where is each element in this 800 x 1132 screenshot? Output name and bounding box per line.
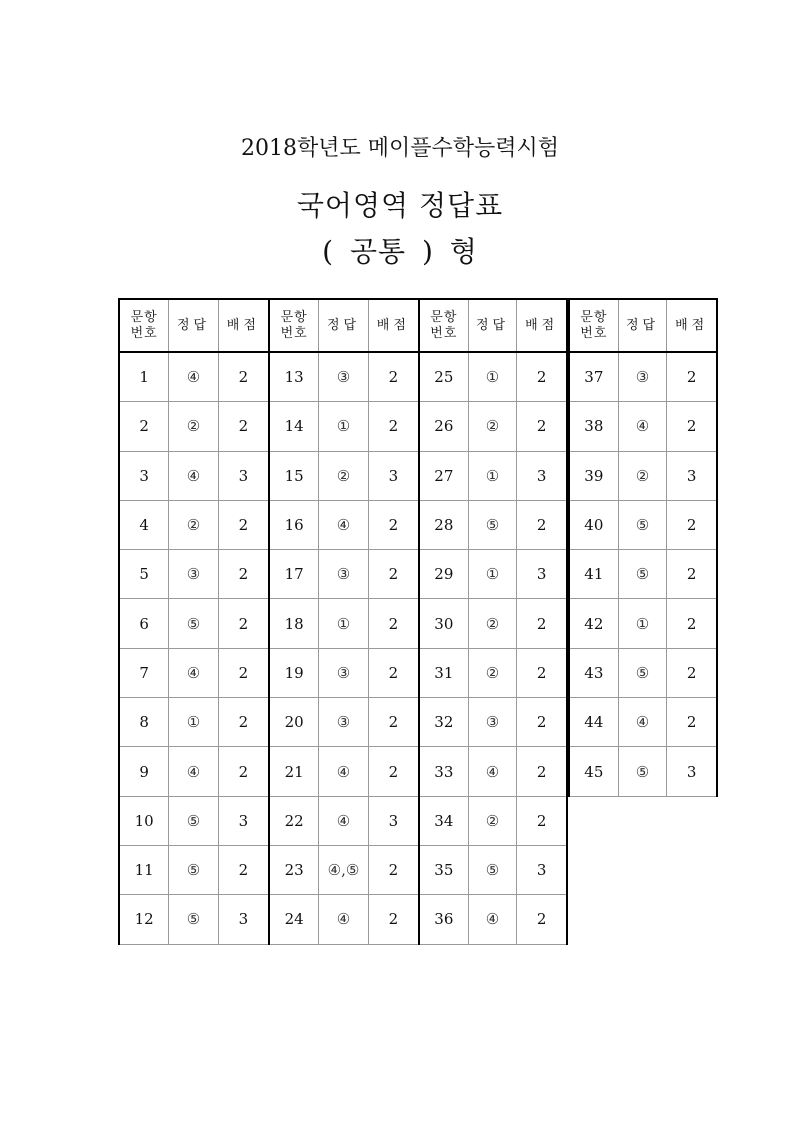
table-row: [270, 846, 418, 895]
score-cell: 2: [388, 368, 399, 387]
answer-cell: ④,⑤: [319, 846, 368, 894]
answer-cell: ②: [469, 649, 518, 697]
table-row: [270, 501, 418, 550]
header-number-cell: [120, 300, 169, 351]
score-cell: 2: [238, 663, 249, 682]
score-cell: 3: [388, 466, 399, 485]
answer-cell: ④: [469, 747, 518, 795]
header-number-line2: 번호: [580, 325, 608, 341]
answer-cell: ⑤: [169, 599, 218, 647]
answer-cell: ②: [469, 599, 518, 647]
answer-cell: ④: [619, 402, 668, 450]
header-score-cell: 배점: [376, 317, 410, 333]
table-row: [270, 797, 418, 846]
question-number-cell: 9: [120, 747, 169, 795]
table-row: [120, 797, 268, 846]
answer-cell: ②: [169, 402, 218, 450]
answer-cell: ④: [169, 353, 218, 401]
answer-cell: ②: [469, 402, 518, 450]
answer-cell: ④: [319, 747, 368, 795]
question-number-cell: 4: [120, 501, 169, 549]
score-cell: 3: [238, 910, 249, 929]
table-row: [420, 747, 566, 796]
header-answer-cell: 정답: [169, 300, 218, 351]
question-number-cell: 2: [120, 402, 169, 450]
score-cell: 2: [536, 516, 547, 535]
question-number-cell: 8: [120, 698, 169, 746]
table-row: [120, 550, 268, 599]
table-row: [570, 550, 716, 599]
table-row: [120, 402, 268, 451]
table-row: [420, 797, 566, 846]
answer-cell: ③: [469, 698, 518, 746]
answer-cell: ③: [319, 649, 368, 697]
form-type-title: ( 공통 ) 형: [322, 235, 478, 268]
answer-block-1: [118, 298, 268, 945]
score-cell: 3: [686, 762, 697, 781]
score-cell: 2: [388, 565, 399, 584]
question-number-cell: 25: [420, 353, 469, 401]
answer-cell: ④: [469, 895, 518, 943]
score-cell: 2: [686, 417, 697, 436]
score-cell: 2: [388, 516, 399, 535]
question-number-cell: 13: [270, 353, 319, 401]
table-row: [120, 353, 268, 402]
question-number-cell: 24: [270, 895, 319, 943]
question-number-cell: 45: [570, 747, 619, 795]
question-number-cell: 21: [270, 747, 319, 795]
table-row: [120, 698, 268, 747]
score-cell: 2: [388, 762, 399, 781]
score-cell: 2: [388, 663, 399, 682]
score-cell: 2: [686, 516, 697, 535]
score-cell: 2: [536, 368, 547, 387]
answer-cell: ⑤: [619, 649, 668, 697]
score-cell: 2: [536, 713, 547, 732]
table-row: [420, 649, 566, 698]
question-number-cell: 20: [270, 698, 319, 746]
question-number-cell: 42: [570, 599, 619, 647]
header-row: [570, 298, 716, 353]
table-row: [270, 550, 418, 599]
score-cell: 2: [388, 910, 399, 929]
question-number-cell: 29: [420, 550, 469, 598]
header-answer-cell: 정답: [469, 300, 518, 351]
score-cell: 2: [388, 861, 399, 880]
table-row: [570, 747, 716, 796]
question-number-cell: 33: [420, 747, 469, 795]
exam-title: 2018학년도 메이플수학능력시험: [240, 136, 559, 161]
table-row: [570, 698, 716, 747]
answer-cell: ④: [169, 747, 218, 795]
header-answer-cell: 정답: [319, 300, 368, 351]
score-cell: 2: [686, 565, 697, 584]
question-number-cell: 5: [120, 550, 169, 598]
answer-cell: ①: [619, 599, 668, 647]
answer-cell: ⑤: [169, 846, 218, 894]
answer-cell: ①: [319, 599, 368, 647]
answer-block-3: [418, 298, 568, 945]
header-row: [270, 298, 418, 353]
score-cell: 2: [238, 762, 249, 781]
score-cell: 2: [238, 417, 249, 436]
answer-cell: ⑤: [619, 550, 668, 598]
question-number-cell: 38: [570, 402, 619, 450]
answer-cell: ①: [469, 550, 518, 598]
header-number-line1: 문항: [430, 309, 458, 325]
question-number-cell: 44: [570, 698, 619, 746]
answer-cell: ②: [469, 797, 518, 845]
table-row: [420, 402, 566, 451]
score-cell: 3: [388, 811, 399, 830]
question-number-cell: 26: [420, 402, 469, 450]
table-row: [270, 747, 418, 796]
table-row: [270, 895, 418, 944]
header-number-line1: 문항: [130, 309, 158, 325]
table-row: [120, 846, 268, 895]
question-number-cell: 30: [420, 599, 469, 647]
score-cell: 2: [388, 713, 399, 732]
answer-block-4: [568, 298, 718, 797]
question-number-cell: 17: [270, 550, 319, 598]
table-row: [120, 895, 268, 944]
score-cell: 3: [536, 565, 547, 584]
score-cell: 2: [238, 516, 249, 535]
question-number-cell: 43: [570, 649, 619, 697]
answer-cell: ④: [319, 895, 368, 943]
score-cell: 2: [238, 861, 249, 880]
question-number-cell: 37: [570, 353, 619, 401]
answer-cell: ①: [169, 698, 218, 746]
answer-cell: ③: [319, 698, 368, 746]
answer-cell: ①: [319, 402, 368, 450]
table-row: [270, 452, 418, 501]
answer-cell: ②: [319, 452, 368, 500]
table-row: [570, 402, 716, 451]
question-number-cell: 18: [270, 599, 319, 647]
score-cell: 3: [686, 466, 697, 485]
table-row: [420, 550, 566, 599]
score-cell: 2: [536, 417, 547, 436]
score-cell: 2: [536, 614, 547, 633]
score-cell: 3: [238, 811, 249, 830]
answer-cell: ②: [619, 452, 668, 500]
header-row: [420, 298, 566, 353]
header-number-cell: [270, 300, 319, 351]
header-number-cell: [420, 300, 469, 351]
answer-cell: ④: [169, 649, 218, 697]
answer-cell: ③: [319, 353, 368, 401]
table-row: [120, 747, 268, 796]
table-row: [120, 452, 268, 501]
header-score-cell: 배점: [675, 317, 709, 333]
table-row: [420, 501, 566, 550]
question-number-cell: 32: [420, 698, 469, 746]
question-number-cell: 41: [570, 550, 619, 598]
answer-cell: ③: [319, 550, 368, 598]
header-number-line2: 번호: [280, 325, 308, 341]
header-number-line1: 문항: [580, 309, 608, 325]
table-row: [420, 452, 566, 501]
answer-cell: ⑤: [469, 501, 518, 549]
answer-cell: ①: [469, 353, 518, 401]
score-cell: 2: [686, 614, 697, 633]
answer-cell: ⑤: [169, 797, 218, 845]
question-number-cell: 36: [420, 895, 469, 943]
question-number-cell: 15: [270, 452, 319, 500]
score-cell: 2: [238, 565, 249, 584]
score-cell: 2: [238, 368, 249, 387]
question-number-cell: 27: [420, 452, 469, 500]
answer-block-2: [268, 298, 418, 945]
answer-cell: ④: [319, 501, 368, 549]
answer-cell: ④: [619, 698, 668, 746]
score-cell: 2: [536, 811, 547, 830]
score-cell: 3: [238, 466, 249, 485]
answer-cell: ③: [619, 353, 668, 401]
question-number-cell: 10: [120, 797, 169, 845]
table-row: [270, 402, 418, 451]
answer-cell: ②: [169, 501, 218, 549]
score-cell: 2: [238, 713, 249, 732]
table-row: [270, 599, 418, 648]
table-row: [570, 353, 716, 402]
question-number-cell: 23: [270, 846, 319, 894]
header-score-cell: 배점: [226, 317, 260, 333]
answer-cell: ⑤: [619, 747, 668, 795]
header-number-line2: 번호: [130, 325, 158, 341]
question-number-cell: 34: [420, 797, 469, 845]
question-number-cell: 40: [570, 501, 619, 549]
table-row: [420, 599, 566, 648]
table-row: [120, 501, 268, 550]
subject-title: 국어영역 정답표: [296, 189, 504, 222]
table-row: [420, 353, 566, 402]
table-row: [420, 698, 566, 747]
question-number-cell: 22: [270, 797, 319, 845]
header-row: [120, 298, 268, 353]
score-cell: 2: [536, 910, 547, 929]
score-cell: 3: [536, 466, 547, 485]
question-number-cell: 14: [270, 402, 319, 450]
score-cell: 2: [686, 713, 697, 732]
score-cell: 2: [686, 663, 697, 682]
question-number-cell: 11: [120, 846, 169, 894]
score-cell: 2: [686, 368, 697, 387]
score-cell: 2: [536, 762, 547, 781]
table-row: [270, 353, 418, 402]
table-row: [270, 649, 418, 698]
question-number-cell: 1: [120, 353, 169, 401]
table-row: [120, 649, 268, 698]
question-number-cell: 35: [420, 846, 469, 894]
question-number-cell: 39: [570, 452, 619, 500]
answer-cell: ⑤: [469, 846, 518, 894]
answer-cell: ⑤: [169, 895, 218, 943]
score-cell: 2: [388, 417, 399, 436]
table-row: [570, 501, 716, 550]
header-number-line2: 번호: [430, 325, 458, 341]
header-score-cell: 배점: [525, 317, 559, 333]
question-number-cell: 7: [120, 649, 169, 697]
table-row: [420, 846, 566, 895]
answer-cell: ①: [469, 452, 518, 500]
table-row: [420, 895, 566, 944]
score-cell: 2: [388, 614, 399, 633]
question-number-cell: 6: [120, 599, 169, 647]
score-cell: 3: [536, 861, 547, 880]
answer-cell: ④: [169, 452, 218, 500]
table-row: [570, 599, 716, 648]
header-number-cell: [570, 300, 619, 351]
score-cell: 2: [238, 614, 249, 633]
answer-cell: ③: [169, 550, 218, 598]
question-number-cell: 16: [270, 501, 319, 549]
question-number-cell: 3: [120, 452, 169, 500]
question-number-cell: 19: [270, 649, 319, 697]
question-number-cell: 28: [420, 501, 469, 549]
answer-cell: ⑤: [619, 501, 668, 549]
score-cell: 2: [536, 663, 547, 682]
answer-cell: ④: [319, 797, 368, 845]
table-row: [570, 452, 716, 501]
header-number-line1: 문항: [280, 309, 308, 325]
question-number-cell: 12: [120, 895, 169, 943]
table-row: [570, 649, 716, 698]
table-row: [120, 599, 268, 648]
question-number-cell: 31: [420, 649, 469, 697]
table-row: [270, 698, 418, 747]
header-answer-cell: 정답: [619, 300, 668, 351]
